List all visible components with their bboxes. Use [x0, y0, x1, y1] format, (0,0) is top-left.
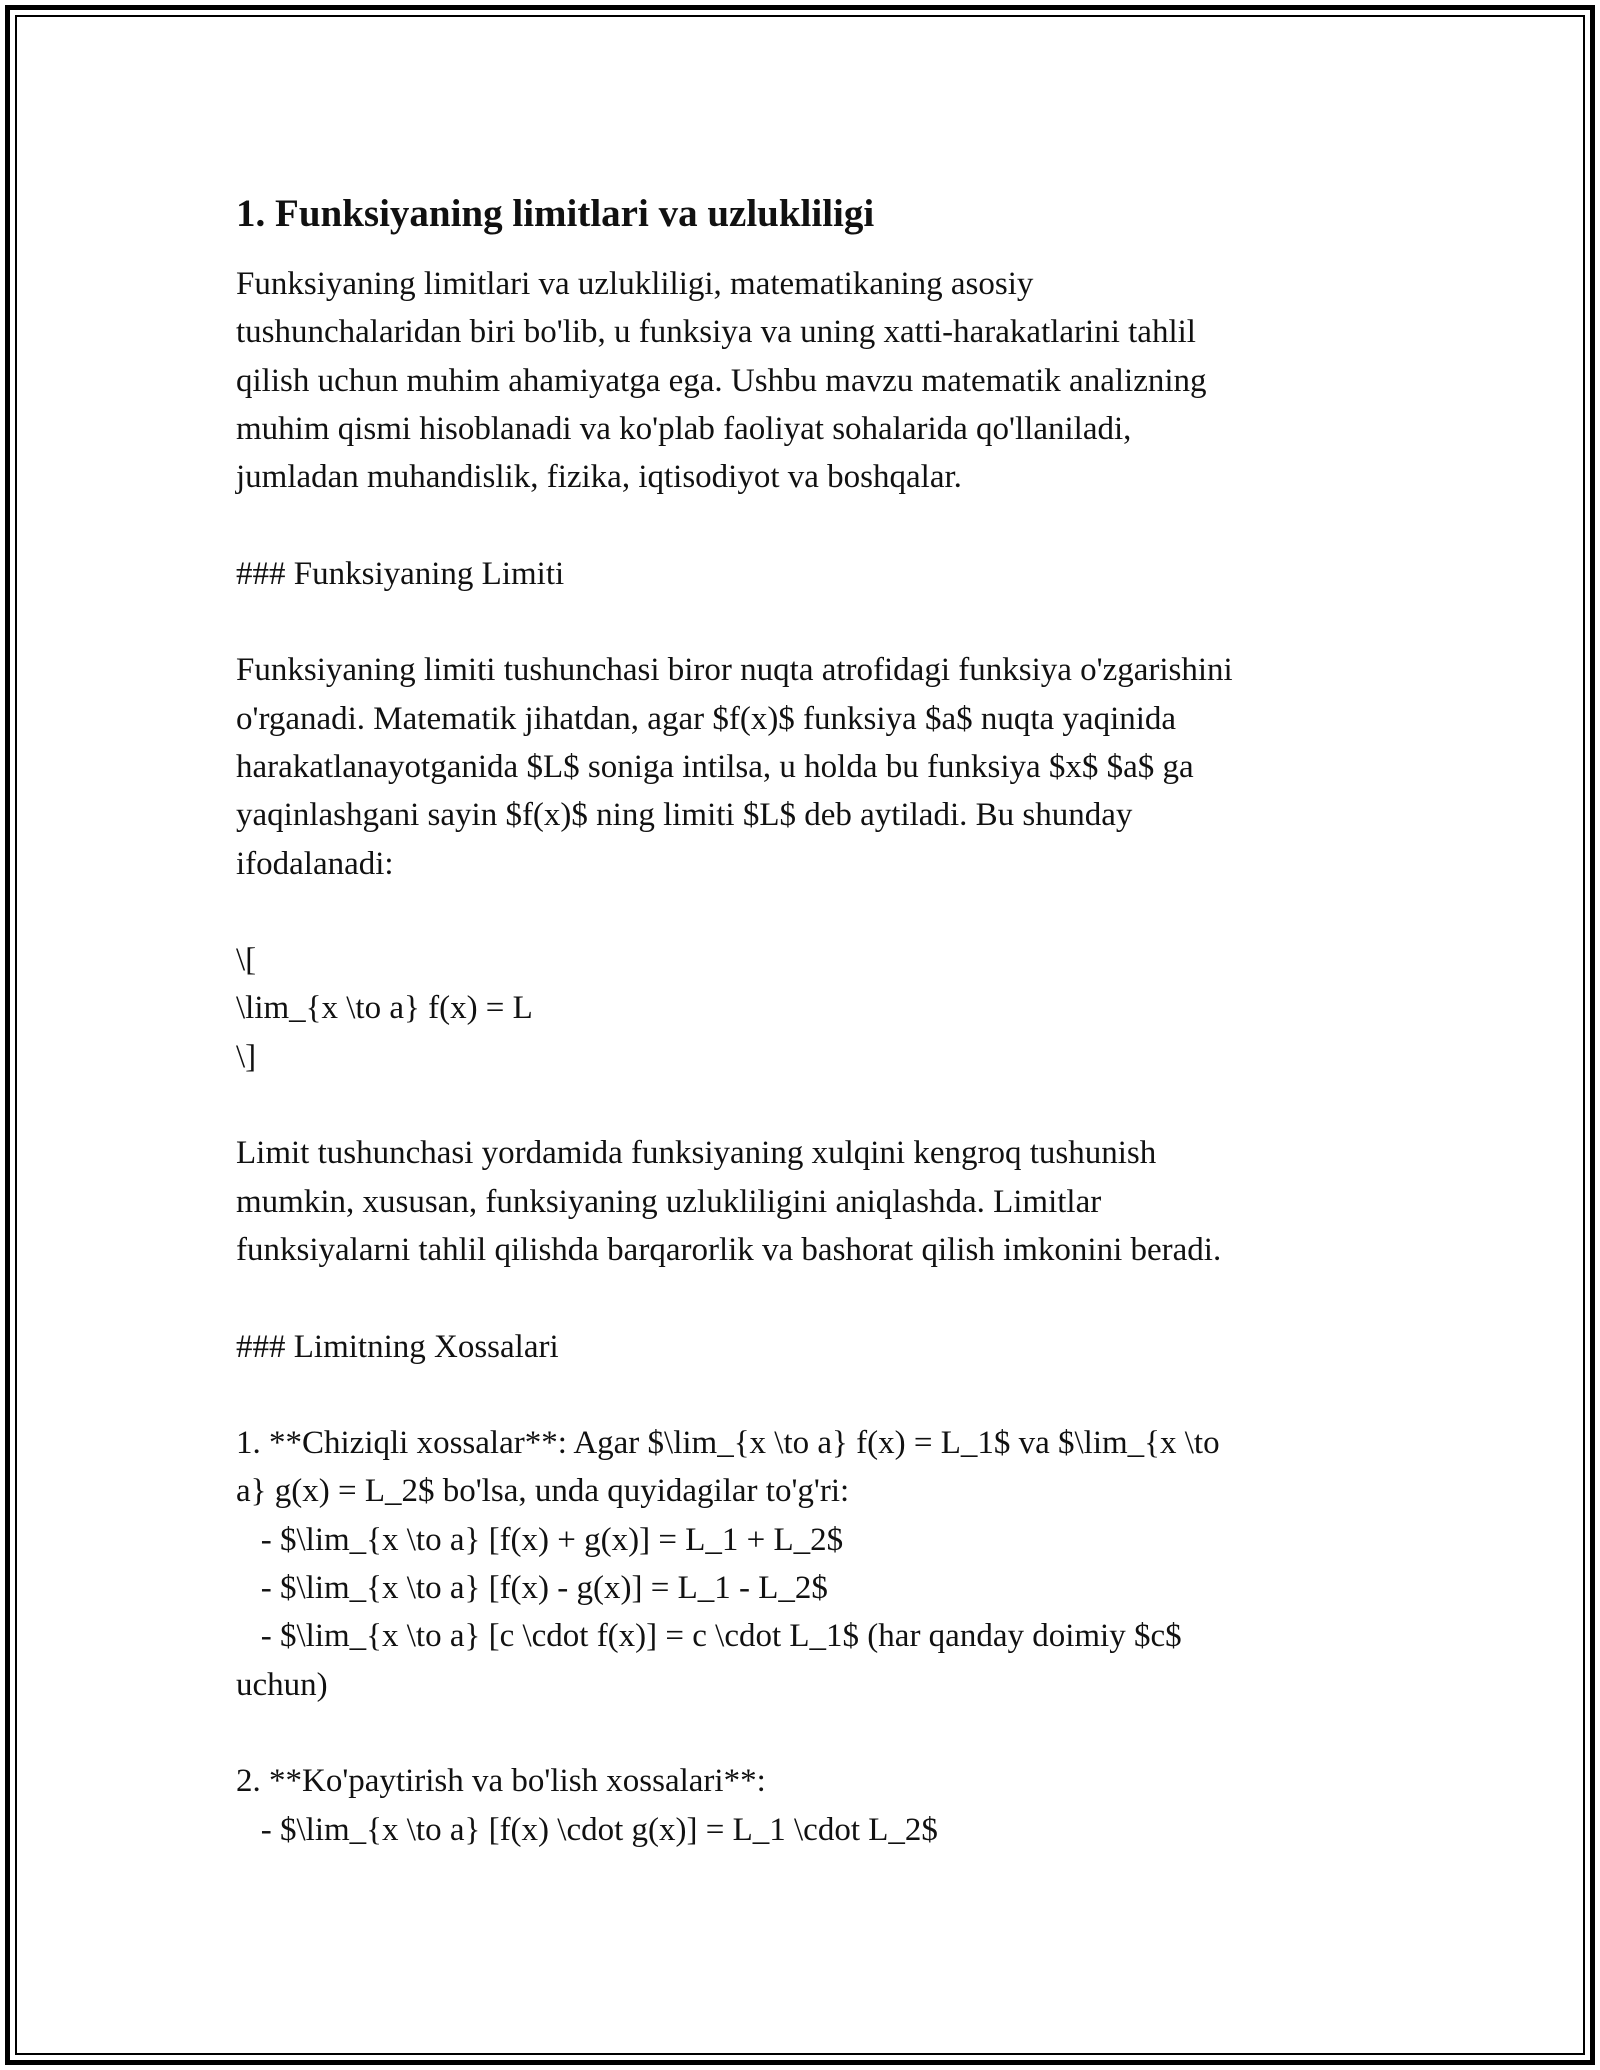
- formula-block: [236, 936, 1356, 1081]
- spacer: [236, 598, 1356, 646]
- formula-line: \lim_{x \to a} f(x) = L: [236, 990, 533, 1027]
- spacer: [236, 501, 1356, 549]
- formula-line: \]: [236, 1038, 257, 1075]
- intro-paragraph: Funksiyaning limitlari va uzlukliligi, matematikaning asosiy tushunchalaridan biri bo'lib, u funksiya va uning xatti-harakatlarini tahlil qilish uchun muhim ahamiyatga ega. Ushbu mavzu matematik analizning muhim qismi hisoblanadi va ko'plab faoliyat sohalarida qo'llaniladi, jumladan muhandislik, fizika, iqtisodiyot va boshqalar.: [236, 266, 1207, 496]
- spacer: [236, 1274, 1356, 1322]
- formula-line: \[: [236, 942, 257, 979]
- limit-definition-paragraph: Funksiyaning limiti tushunchasi biror nuqta atrofidagi funksiya o'zgarishini o'rganadi. Matematik jihatdan, agar $f(x)$ funksiya $a$ nuqta yaqinida harakatlanayotganida $L$ soniga intilsa, u holda bu funksiya $x$ $a$ ga yaqinlashgani sayin $f(x)$ ning limiti $L$ deb aytiladi. Bu shunday ifodalanadi:: [236, 652, 1233, 882]
- document-title: 1. Funksiyaning limitlari va uzlukliligi: [236, 192, 875, 235]
- document-body: [236, 190, 1356, 1854]
- spacer: [236, 1081, 1356, 1129]
- spacer: [236, 888, 1356, 936]
- section-heading-limit: ### Funksiyaning Limiti: [236, 555, 565, 592]
- spacer: [236, 1371, 1356, 1419]
- property-item-1: 1. **Chiziqli xossalar**: Agar $\lim_{x \to a} f(x) = L_1$ va $\lim_{x \to a} g(x) = L_2$ bo'lsa, unda quyidagilar to'g'ri: - $\lim_{x \to a} [f(x) + g(x)] = L_1 + L_2$ - $\lim_{x \to a} [f(x) - g(x)] = L_1 - L_2$ - $\lim_{x \to a} [c \cdot f(x)] = c \cdot L_1$ (har qanday doimiy $c$ uchun): [236, 1425, 1220, 1703]
- section-heading-properties: ### Limitning Xossalari: [236, 1328, 559, 1365]
- spacer: [236, 1709, 1356, 1757]
- property-item-2: 2. **Ko'paytirish va bo'lish xossalari**: - $\lim_{x \to a} [f(x) \cdot g(x)] = L_1 \cdot L_2$: [236, 1763, 938, 1848]
- limit-usage-paragraph: Limit tushunchasi yordamida funksiyaning xulqini kengroq tushunish mumkin, xususan, funksiyaning uzlukliligini aniqlashda. Limitlar funksiyalarni tahlil qilishda barqarorlik va bashorat qilish imkonini beradi.: [236, 1135, 1222, 1268]
